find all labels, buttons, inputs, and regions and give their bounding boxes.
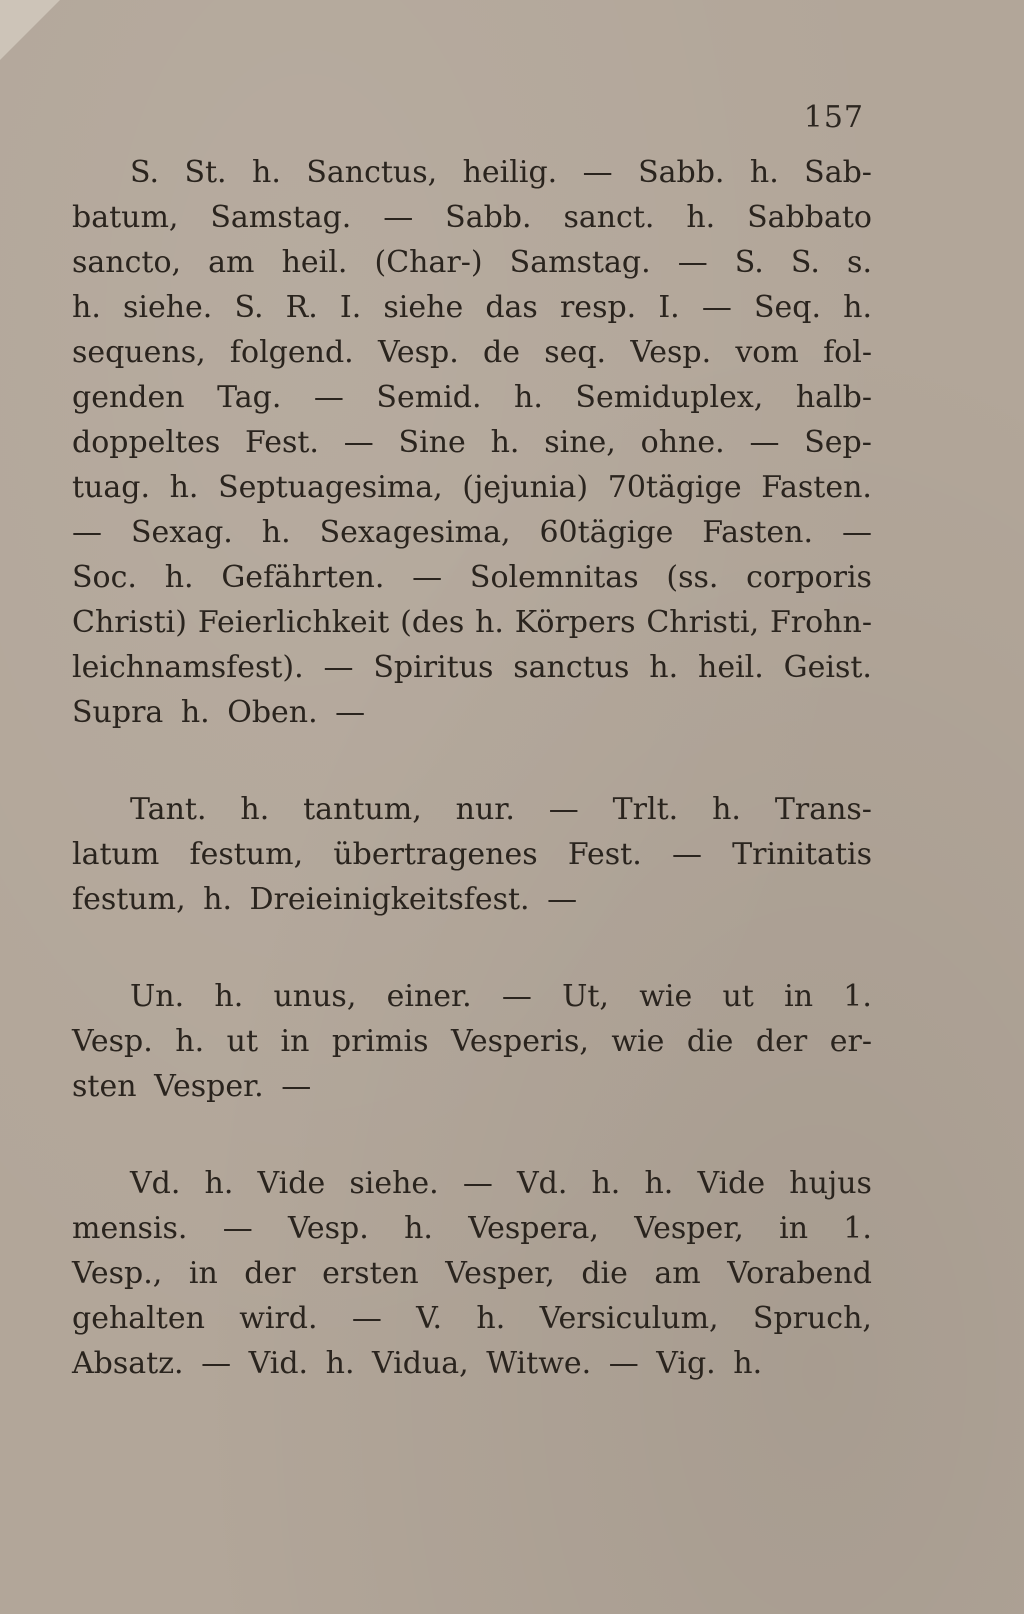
text-line: sancto, am heil. (Char-) Samstag. — S. S. s. bbox=[72, 245, 872, 280]
text-line: Vd. h. Vide siehe. — Vd. h. h. Vide hujus bbox=[130, 1166, 872, 1201]
abbreviation-glossary bbox=[72, 150, 872, 1438]
text-line: batum, Samstag. — Sabb. sanct. h. Sabbato bbox=[72, 200, 872, 235]
text-line: Vesp. h. ut in primis Vesperis, wie die der er- bbox=[72, 1024, 872, 1059]
text-line: leichnamsfest). — Spiritus sanctus h. heil. Geist. bbox=[72, 650, 872, 685]
corner-fold bbox=[0, 0, 60, 60]
text-line: Absatz. — Vid. h. Vidua, Witwe. — Vig. h. bbox=[72, 1346, 763, 1381]
text-line: tuag. h. Septuagesima, (jejunia) 70tägige Fasten. bbox=[72, 470, 872, 505]
text-line: h. siehe. S. R. I. siehe das resp. I. — Seq. h. bbox=[72, 290, 872, 325]
text-line: Soc. h. Gefährten. — Solemnitas (ss. corporis bbox=[72, 560, 872, 595]
text-line: gehalten wird. — V. h. Versiculum, Spruch, bbox=[72, 1301, 872, 1336]
text-line: Christi) Feierlichkeit (des h. Körpers Christi, Frohn- bbox=[72, 605, 872, 640]
page-number: 157 bbox=[803, 100, 864, 135]
glossary-paragraph bbox=[72, 1161, 872, 1386]
glossary-paragraph bbox=[72, 787, 872, 922]
text-line: Vesp., in der ersten Vesper, die am Vorabend bbox=[72, 1256, 872, 1291]
text-line: mensis. — Vesp. h. Vespera, Vesper, in 1. bbox=[72, 1211, 872, 1246]
text-line: — Sexag. h. Sexagesima, 60tägige Fasten. — bbox=[72, 515, 872, 550]
text-line: Un. h. unus, einer. — Ut, wie ut in 1. bbox=[130, 979, 872, 1014]
text-line: sequens, folgend. Vesp. de seq. Vesp. vom fol- bbox=[72, 335, 872, 370]
glossary-paragraph bbox=[72, 150, 872, 735]
text-line: genden Tag. — Semid. h. Semiduplex, halb- bbox=[72, 380, 872, 415]
text-line: sten Vesper. — bbox=[72, 1069, 312, 1104]
glossary-paragraph bbox=[72, 974, 872, 1109]
text-line: Supra h. Oben. — bbox=[72, 695, 366, 730]
text-line: Tant. h. tantum, nur. — Trlt. h. Trans- bbox=[130, 792, 872, 827]
text-line: latum festum, übertragenes Fest. — Trinitatis bbox=[72, 837, 872, 872]
text-line: S. St. h. Sanctus, heilig. — Sabb. h. Sab- bbox=[130, 155, 872, 190]
text-line: doppeltes Fest. — Sine h. sine, ohne. — Sep- bbox=[72, 425, 872, 460]
text-line: festum, h. Dreieinigkeitsfest. — bbox=[72, 882, 578, 917]
